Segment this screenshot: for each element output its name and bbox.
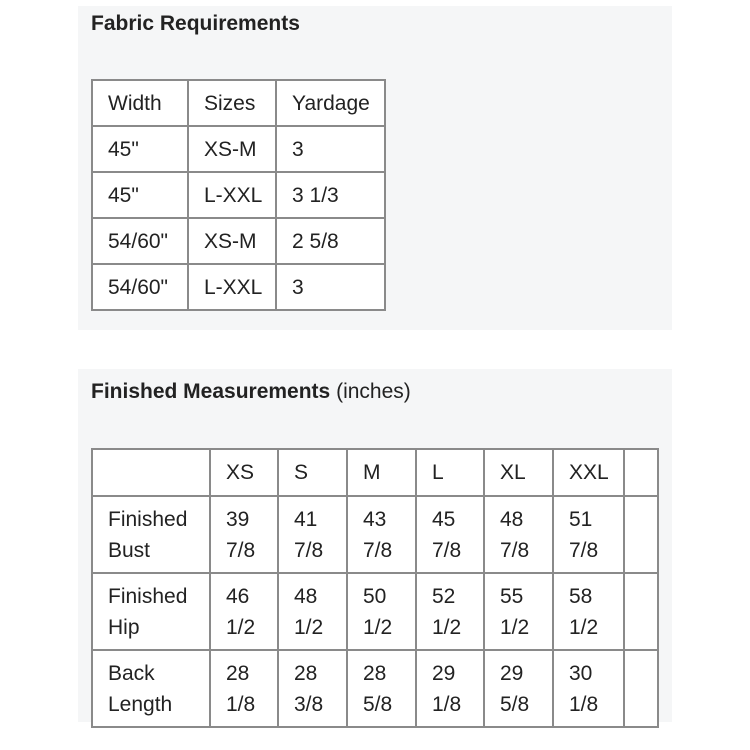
value-whole: 28 <box>226 661 250 685</box>
value-whole: 28 <box>363 661 387 685</box>
value-fraction: 7/8 <box>294 538 324 562</box>
value-whole: 39 <box>226 507 250 531</box>
value-whole: 28 <box>294 661 318 685</box>
finished-measurements-heading <box>91 379 411 405</box>
value-cell <box>553 650 624 727</box>
corner-cell <box>92 449 210 496</box>
row-label-line: Finished <box>108 507 188 531</box>
value-cell <box>553 496 624 573</box>
value-cell <box>278 573 347 650</box>
row-label-back-length <box>92 650 210 727</box>
finished-measurements-table <box>91 448 659 728</box>
value-fraction: 1/2 <box>500 615 530 639</box>
value-cell <box>278 496 347 573</box>
value-fraction: 1/2 <box>569 615 599 639</box>
value-fraction: 1/8 <box>226 692 256 716</box>
table-header-row <box>92 449 658 496</box>
column-header-sizes: Sizes <box>188 80 276 126</box>
fabric-heading-text: Fabric Requirements <box>91 12 300 35</box>
value-cell <box>416 650 484 727</box>
row-label-line: Hip <box>108 615 140 639</box>
table-row <box>92 650 658 727</box>
row-label-line: Finished <box>108 584 188 608</box>
value-cell <box>416 573 484 650</box>
column-header-s: S <box>278 449 347 496</box>
row-label-line: Bust <box>108 538 151 562</box>
fabric-requirements-panel <box>78 6 672 330</box>
value-fraction: 1/8 <box>569 692 599 716</box>
value-cell <box>416 496 484 573</box>
value-whole: 48 <box>500 507 524 531</box>
table-row <box>92 573 658 650</box>
column-header-xl: XL <box>484 449 553 496</box>
value-cell <box>484 573 553 650</box>
value-whole: 50 <box>363 584 387 608</box>
sizes-cell: XS-M <box>188 126 276 172</box>
table-row <box>92 218 385 264</box>
row-label-hip <box>92 573 210 650</box>
value-cell <box>347 650 416 727</box>
value-cell <box>347 573 416 650</box>
yardage-cell: 2 5/8 <box>276 218 385 264</box>
sizes-cell: XS-M <box>188 218 276 264</box>
value-cell <box>210 573 278 650</box>
value-whole: 48 <box>294 584 318 608</box>
width-cell: 54/60" <box>92 218 188 264</box>
value-fraction: 5/8 <box>363 692 393 716</box>
sizes-cell: L-XXL <box>188 264 276 310</box>
width-cell: 45" <box>92 172 188 218</box>
value-fraction: 1/2 <box>432 615 462 639</box>
column-header-l: L <box>416 449 484 496</box>
value-fraction: 1/8 <box>432 692 462 716</box>
value-fraction: 1/2 <box>363 615 393 639</box>
value-whole: 43 <box>363 507 387 531</box>
row-label-line: Length <box>108 692 173 716</box>
width-cell: 45" <box>92 126 188 172</box>
value-fraction: 7/8 <box>363 538 393 562</box>
value-whole: 58 <box>569 584 593 608</box>
value-cell <box>484 496 553 573</box>
value-fraction: 7/8 <box>226 538 256 562</box>
empty-column-cell <box>624 449 658 496</box>
measurements-heading-text: Finished Measurements <box>91 380 331 403</box>
column-header-xxl: XXL <box>553 449 624 496</box>
yardage-cell: 3 <box>276 264 385 310</box>
yardage-cell: 3 1/3 <box>276 172 385 218</box>
value-whole: 55 <box>500 584 524 608</box>
table-row <box>92 496 658 573</box>
sizes-cell: L-XXL <box>188 172 276 218</box>
value-cell <box>484 650 553 727</box>
value-whole: 29 <box>432 661 456 685</box>
row-label-line: Back <box>108 661 155 685</box>
value-cell <box>210 496 278 573</box>
table-header-row <box>92 80 385 126</box>
value-cell <box>278 650 347 727</box>
finished-measurements-panel <box>78 369 672 722</box>
empty-column-cell <box>624 650 658 727</box>
value-fraction: 3/8 <box>294 692 324 716</box>
value-cell <box>210 650 278 727</box>
yardage-cell: 3 <box>276 126 385 172</box>
measurements-heading-unit: (inches) <box>336 380 411 403</box>
width-cell: 54/60" <box>92 264 188 310</box>
row-label-bust <box>92 496 210 573</box>
empty-column-cell <box>624 573 658 650</box>
fabric-requirements-table <box>91 79 386 311</box>
column-header-yardage: Yardage <box>276 80 385 126</box>
table-row <box>92 172 385 218</box>
value-whole: 51 <box>569 507 593 531</box>
column-header-m: M <box>347 449 416 496</box>
value-whole: 46 <box>226 584 250 608</box>
value-whole: 41 <box>294 507 318 531</box>
table-row <box>92 126 385 172</box>
table-row <box>92 264 385 310</box>
value-fraction: 1/2 <box>226 615 256 639</box>
fabric-requirements-heading <box>91 11 300 37</box>
value-fraction: 7/8 <box>500 538 530 562</box>
value-whole: 45 <box>432 507 456 531</box>
empty-column-cell <box>624 496 658 573</box>
value-fraction: 7/8 <box>432 538 462 562</box>
value-fraction: 7/8 <box>569 538 599 562</box>
value-whole: 29 <box>500 661 524 685</box>
value-cell <box>553 573 624 650</box>
column-header-xs: XS <box>210 449 278 496</box>
value-whole: 30 <box>569 661 593 685</box>
value-fraction: 1/2 <box>294 615 324 639</box>
value-cell <box>347 496 416 573</box>
value-fraction: 5/8 <box>500 692 530 716</box>
value-whole: 52 <box>432 584 456 608</box>
column-header-width: Width <box>92 80 188 126</box>
